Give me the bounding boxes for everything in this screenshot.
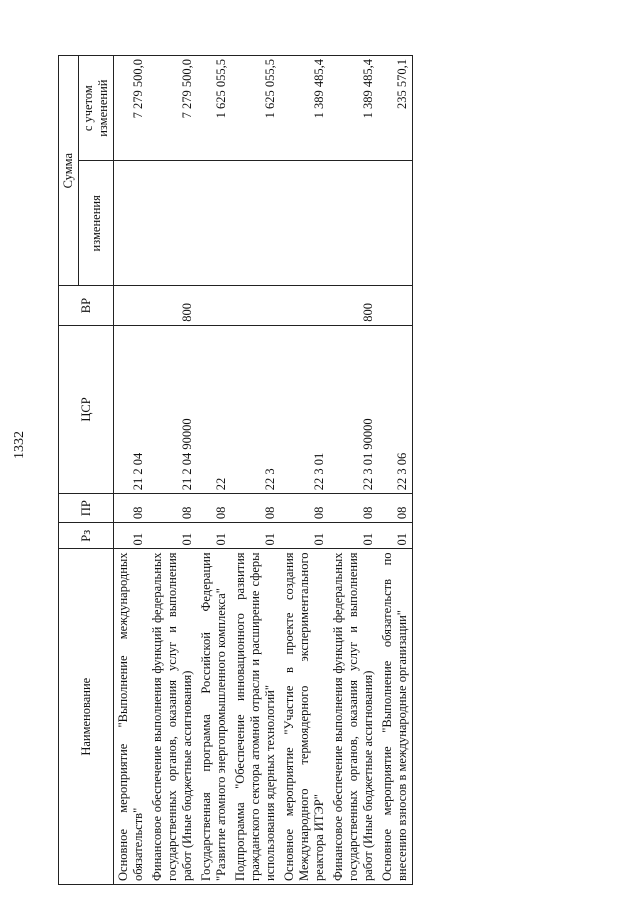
row-rz: 01 xyxy=(378,523,413,549)
row-name: Основное мероприятие "Выполнение обязательств по внесению взносов в международные организации" xyxy=(378,549,413,885)
row-rz: 01 xyxy=(280,523,329,549)
row-csr: 22 3 01 90000 xyxy=(329,325,378,493)
header-pr: ПР xyxy=(59,494,114,523)
row-vr xyxy=(197,286,231,325)
table-row xyxy=(280,56,329,885)
table-row xyxy=(378,56,413,885)
table-row xyxy=(329,56,378,885)
row-pr: 08 xyxy=(231,494,280,523)
row-pr: 08 xyxy=(329,494,378,523)
row-name: Основное мероприятие "Участие в проекте создания Международного термоядерного экспериментального реактора ИТЭР" xyxy=(280,549,329,885)
table-row xyxy=(148,56,197,885)
row-changes xyxy=(231,161,280,286)
header-csr: ЦСР xyxy=(59,325,114,493)
header-changes: изменения xyxy=(79,161,114,286)
row-vr xyxy=(280,286,329,325)
table-body xyxy=(114,56,413,885)
row-name: Финансовое обеспечение выполнения функций федеральных государственных органов, оказания услуг и выполнения работ (Иные бюджетные ассигнования) xyxy=(329,549,378,885)
table-row xyxy=(114,56,149,885)
table-row xyxy=(231,56,280,885)
row-changes xyxy=(197,161,231,286)
row-name: Финансовое обеспечение выполнения функций федеральных государственных органов, оказания услуг и выполнения работ (Иные бюджетные ассигнования) xyxy=(148,549,197,885)
row-total: 1 625 055,5 xyxy=(231,56,280,161)
row-total: 7 279 500,0 xyxy=(148,56,197,161)
row-csr: 21 2 04 90000 xyxy=(148,325,197,493)
row-changes xyxy=(329,161,378,286)
row-csr: 21 2 04 xyxy=(114,325,149,493)
row-pr: 08 xyxy=(378,494,413,523)
header-rz: Рз xyxy=(59,523,114,549)
budget-table xyxy=(58,55,413,885)
row-total: 235 570,1 xyxy=(378,56,413,161)
row-csr: 22 3 06 xyxy=(378,325,413,493)
row-pr: 08 xyxy=(197,494,231,523)
header-vr: ВР xyxy=(59,286,114,325)
row-vr xyxy=(231,286,280,325)
row-rz: 01 xyxy=(148,523,197,549)
row-changes xyxy=(280,161,329,286)
row-vr xyxy=(378,286,413,325)
table-header xyxy=(59,56,114,885)
row-name: Основное мероприятие "Выполнение международных обязательств" xyxy=(114,549,149,885)
row-changes xyxy=(148,161,197,286)
row-total: 7 279 500,0 xyxy=(114,56,149,161)
row-rz: 01 xyxy=(231,523,280,549)
row-total: 1 389 485,4 xyxy=(329,56,378,161)
row-vr: 800 xyxy=(148,286,197,325)
row-csr: 22 3 01 xyxy=(280,325,329,493)
row-name: Подпрограмма "Обеспечение инновационного развития гражданского сектора атомной отрасли и расширение сферы использования ядерных технологий" xyxy=(231,549,280,885)
header-name: Наименование xyxy=(59,549,114,885)
row-total: 1 625 055,5 xyxy=(197,56,231,161)
row-total: 1 389 485,4 xyxy=(280,56,329,161)
table-row xyxy=(197,56,231,885)
row-rz: 01 xyxy=(114,523,149,549)
row-pr: 08 xyxy=(280,494,329,523)
row-pr: 08 xyxy=(148,494,197,523)
row-vr xyxy=(114,286,149,325)
row-rz: 01 xyxy=(197,523,231,549)
header-sum: Сумма xyxy=(59,56,79,286)
page-number: 1332 xyxy=(12,431,27,459)
row-pr: 08 xyxy=(114,494,149,523)
row-csr: 22 xyxy=(197,325,231,493)
row-changes xyxy=(114,161,149,286)
row-rz: 01 xyxy=(329,523,378,549)
row-csr: 22 3 xyxy=(231,325,280,493)
row-name: Государственная программа Российской Федерации "Развитие атомного энергопромышленного комплекса" xyxy=(197,549,231,885)
row-vr: 800 xyxy=(329,286,378,325)
header-with-changes: с учетом изменений xyxy=(79,56,114,161)
row-changes xyxy=(378,161,413,286)
